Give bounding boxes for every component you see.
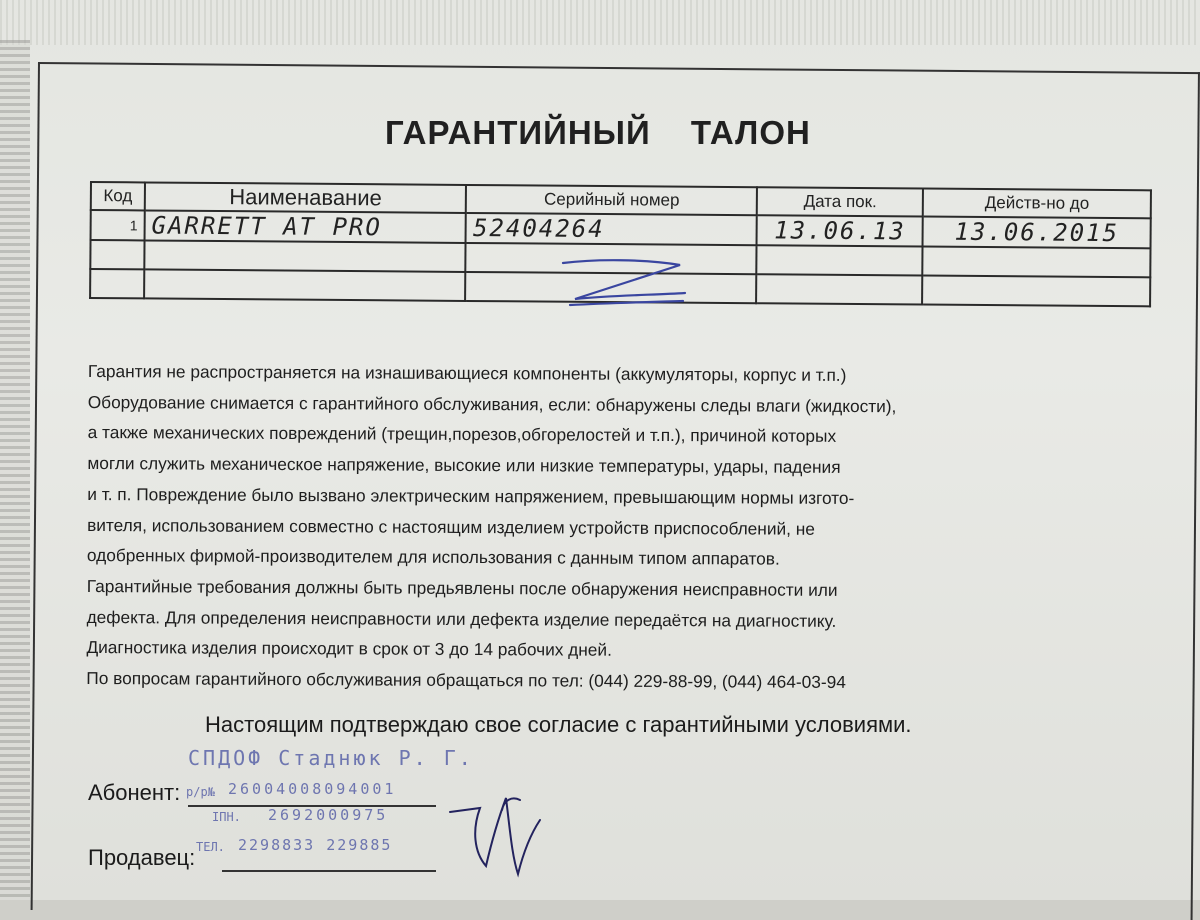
cell-valid-until [922, 276, 1150, 307]
cell-code [90, 240, 144, 269]
stamp-phones: 2298833 229885 [238, 836, 393, 854]
page-title: ГАРАНТИЙНЫЙ ТАЛОН [385, 114, 811, 151]
header-purchase-date: Дата пок. [757, 187, 923, 216]
cell-code [90, 269, 144, 298]
terms-line: и т. п. Повреждение было вызвано электрическим напряжением, превышающим нормы изгото- [87, 483, 855, 508]
stamp-phone-prefix: ТЕЛ. [196, 840, 225, 854]
cell-valid-until: 13.06.2015 [923, 217, 1151, 249]
header-serial: Серийный номер [466, 185, 757, 215]
cell-serial: 52404264 [466, 213, 757, 245]
stamp-account: 26004008094001 [228, 780, 397, 798]
header-code: Код [91, 182, 145, 210]
cell-name: GARRETT AT PRO [144, 210, 466, 243]
toner-streaks-left [0, 40, 30, 900]
cell-purchase-date: 13.06.13 [757, 215, 923, 246]
toner-streaks-top [0, 0, 1200, 45]
seller-label: Продавец: [88, 845, 196, 870]
terms-line: вителя, использованием совместно с настоящим изделием устройств приспособлений, не [87, 514, 815, 539]
terms-line: Диагностика изделия происходит в срок от 3 до 14 рабочих дней. [86, 637, 612, 661]
z-strikeout-mark [555, 255, 695, 315]
consent-statement: Настоящим подтверждаю свое согласие с гарантийными условиями. [205, 712, 912, 737]
terms-line: Гарантия не распространяется на изнашивающиеся компоненты (аккумуляторы, корпус и т.п.) [87, 360, 847, 385]
terms-line: По вопросам гарантийного обслуживания обращаться по тел: (044) 229-88-99, (044) 464-03-94 [86, 668, 846, 693]
cell-name [144, 240, 466, 272]
terms-line: а также механических повреждений (трещин,порезов,обгорелостей и т.п.), причиной которых [87, 422, 837, 447]
terms-line: Гарантийные требования должны быть предьявлены после обнаружения неисправности или [86, 575, 838, 600]
cell-name [144, 269, 466, 301]
stamp-inn: 2692000975 [268, 806, 389, 824]
stamp-inn-prefix: ІПН. [212, 810, 241, 824]
cell-valid-until [923, 247, 1151, 278]
subscriber-label: Абонент: [88, 780, 181, 805]
stamp-org: СПДОФ Стаднюк Р. Г. [188, 746, 474, 770]
terms-line: Оборудование снимается с гарантийного обслуживания, если: обнаружены следы влаги (жидкости), [87, 391, 897, 416]
terms-line: могли служить механическое напряжение, высокие или низкие температуры, удары, падения [87, 453, 841, 478]
terms-line: дефекта. Для определения неисправности или дефекта изделие передаётся на диагностику. [86, 606, 837, 631]
header-name: Наименавание [145, 182, 467, 213]
stamp-account-prefix: р/р№ [186, 785, 215, 799]
terms-line: одобренных фирмой-производителем для использования с данным типом аппаратов. [86, 545, 780, 569]
cell-purchase-date [756, 274, 922, 304]
header-valid-until: Действ-но до [923, 189, 1151, 219]
cell-code: 1 [91, 210, 145, 240]
handwritten-signature [440, 770, 580, 890]
warranty-terms [86, 356, 1088, 699]
seller-signature-line [222, 870, 436, 872]
cell-purchase-date [757, 245, 923, 275]
